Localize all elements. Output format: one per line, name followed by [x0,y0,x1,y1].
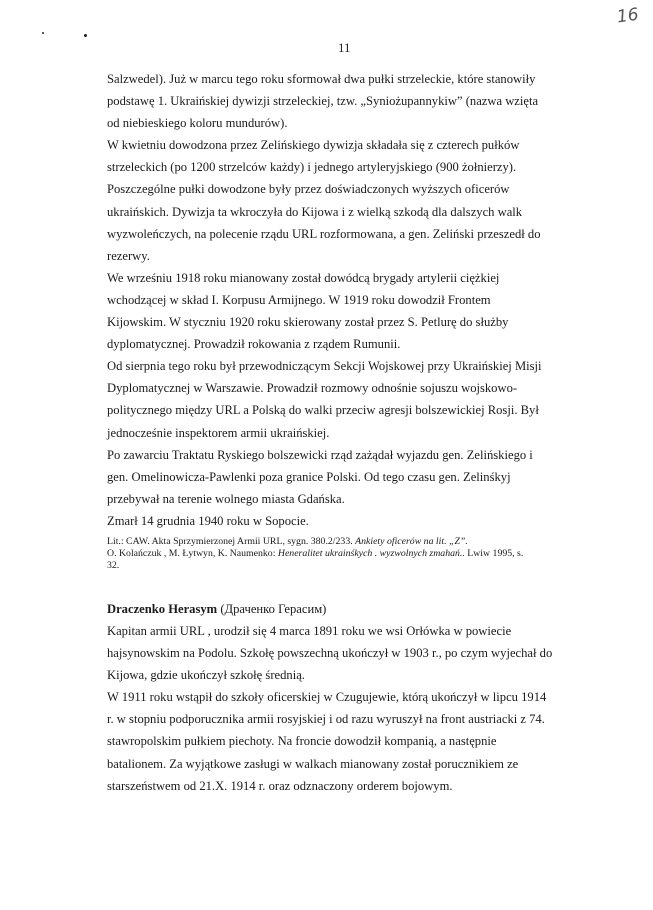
text-line: wyzwoleńczych, na polecenie rządu URL rozformowana, a gen. Zeliński przeszedł do [107,226,541,241]
text-line: W kwietniu dowodzona przez Zelińskiego dywizja składała się z czterech pułków [107,138,520,153]
text-line: hajsynowskim na Podolu. Szkołę powszechną ukończył w 1903 r., po czym wyjechał do [107,646,553,661]
text-line: politycznego między URL a Polską do walki przeciw agresji bolszewickiej Rosji. Był [107,403,539,418]
text-line: Dyplomatycznej w Warszawie. Prowadził rozmowy odnośnie sojuszu wojskowo- [107,381,518,396]
text-line: od niebieskiego koloru mundurów). [107,116,288,131]
text-line: Kapitan armii URL , urodził się 4 marca 1891 roku we wsi Orłówka w powiecie [107,623,512,638]
section-draczenko [107,620,609,797]
text-line: strzeleckich (po 1200 strzelców każdy) i jednego artyleryjskiego (900 żołnierzy). [107,160,517,175]
text-line: r. w stopniu podporucznika armii rosyjskiej i od razu wyruszył na front austriacki z 74. [107,712,545,727]
text-line: Zmarł 14 grudnia 1940 roku w Sopocie. [107,513,309,528]
bibliography-line [107,548,609,560]
text-line: Od sierpnia tego roku był przewodniczącym Sekcji Wojskowej przy Ukraińskiej Misji [107,359,542,374]
text-line: starszeństwem od 21.X. 1914 r. oraz odznaczony orderem bojowym. [107,778,453,793]
bibliography-imprint: Lwiw 1995, s. [464,547,524,559]
text-line: batalionem. Za wyjątkowe zasługi w walkach mianowany został porucznikiem ze [107,756,519,771]
scan-speck [84,34,87,37]
text-line: gen. Omelinowicza-Pawlenki poza granice Polski. Od tego czasu gen. Zelinśkyj [107,469,511,484]
scan-speck [42,32,44,34]
section-zelinski-continued [107,68,609,532]
page-number: 11 [338,40,351,55]
text-line: jednocześnie inspektorem armii ukraińskiej. [107,425,330,440]
bibliography-line: 32. [107,559,120,571]
bibliography-line [107,536,609,548]
entry-name-cyrillic: (Драченко Герасим) [217,601,327,616]
text-line: podstawę 1. Ukraińskiej dywizji strzeleckiej, tzw. „Syniożupannykiw” (nazwa wzięta [107,94,539,109]
entry-name: Draczenko Herasym [107,601,218,616]
bibliography-source: Lit.: CAW. Akta Sprzymierzonej Armii URL, sygn. 380.2/233. [107,535,356,547]
text-line: ukraińskich. Dywizja ta wkroczyła do Kijowa i z wielką szkodą dla dalszych walk [107,204,523,219]
bibliography [107,536,609,572]
bibliography-title: Heneralitet ukrainśkych . wyzwolnych zmahań.. [277,547,465,559]
text-line: Poszczególne pułki dowodzone były przez doświadczonych wyższych oficerów [107,182,510,197]
text-line: Kijowa, gdzie ukończył szkołę średnią. [107,668,305,683]
bibliography-title: Ankiety oficerów na lit. „Z”. [355,535,468,547]
text-line: wchodzącej w skład I. Korpusu Armijnego. W 1919 roku dowodził Frontem [107,292,491,307]
entry-heading [107,598,609,620]
text-line: Salzwedel). Już w marcu tego roku sformował dwa pułki strzeleckie, które stanowiły [107,72,536,86]
text-line: rezerwy. [107,248,150,263]
text-line: W 1911 roku wstąpił do szkoły oficerskiej w Czugujewie, którą ukończył w lipcu 1914 [107,690,547,705]
bibliography-authors: O. Kolańczuk , M. Łytwyn, K. Naumenko: [107,547,278,559]
body-text [107,68,609,797]
text-line: We wrześniu 1918 roku mianowany został dowódcą brygady artylerii ciężkiej [107,270,500,285]
handwritten-page-mark: 16 [615,4,640,28]
text-line: przebywał na terenie wolnego miasta Gdańska. [107,491,345,506]
text-line: dyplomatycznej. Prowadził rokowania z rządem Rumunii. [107,337,401,352]
text-line: Kijowskim. W styczniu 1920 roku skierowany został przez S. Petlurę do służby [107,315,509,330]
text-line: Po zawarciu Traktatu Ryskiego bolszewicki rząd zażądał wyjazdu gen. Zelińskiego i [107,447,533,462]
text-line: stawropolskim pułkiem piechoty. Na froncie dowodził kompanią, a następnie [107,734,497,749]
